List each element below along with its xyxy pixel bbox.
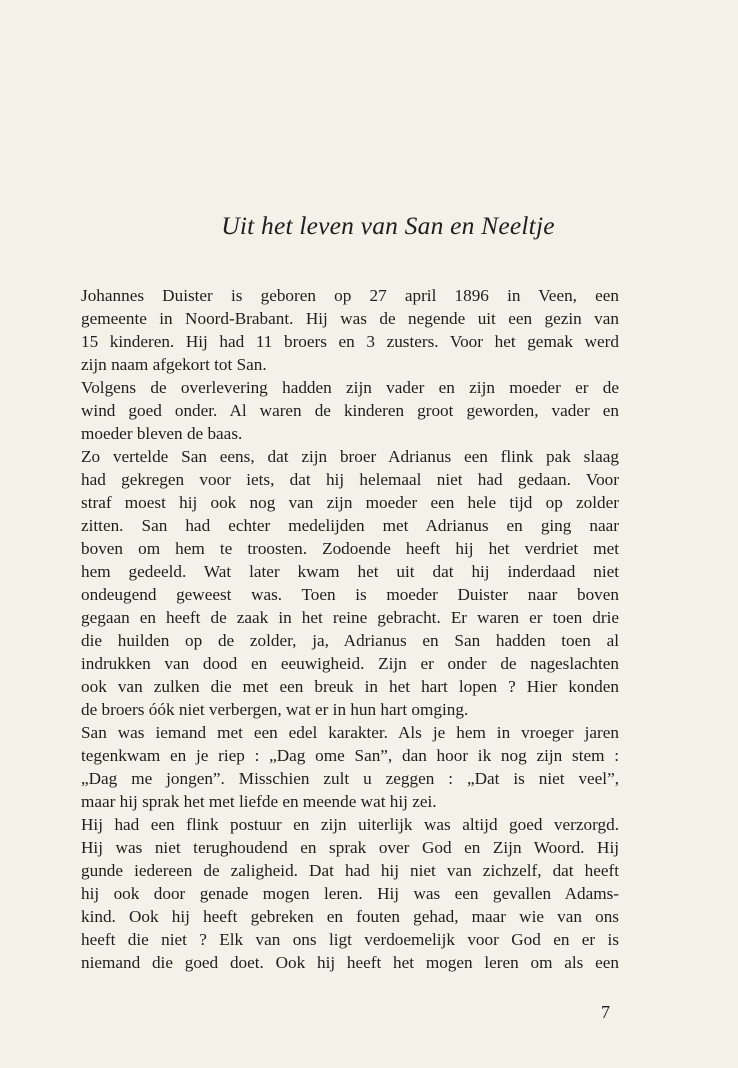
text-line: gemeente in Noord-Brabant. Hij was de negende uit een gezin van bbox=[81, 309, 619, 328]
text-line: de broers óók niet verbergen, wat er in hun hart omging. bbox=[81, 700, 469, 719]
text-line: Johannes Duister is geboren op 27 april 1896 in Veen, een bbox=[81, 286, 619, 305]
text-line: straf moest hij ook nog van zijn moeder een hele tijd op zolder bbox=[81, 493, 619, 512]
text-line: ook van zulken die met een breuk in het hart lopen ? Hier konden bbox=[81, 677, 619, 696]
text-line: gegaan en heeft de zaak in het reine gebracht. Er waren er toen drie bbox=[81, 608, 619, 627]
text-line: „Dag me jongen”. Misschien zult u zeggen : „Dat is niet veel”, bbox=[81, 769, 619, 788]
text-line: maar hij sprak het met liefde en meende wat hij zei. bbox=[81, 792, 437, 811]
chapter-title: Uit het leven van San en Neeltje bbox=[221, 211, 555, 240]
text-line: Hij was niet terughoudend en sprak over God en Zijn Woord. Hij bbox=[81, 838, 619, 857]
text-line: die huilden op de zolder, ja, Adrianus en San hadden toen al bbox=[81, 631, 619, 650]
text-line: Volgens de overlevering hadden zijn vader en zijn moeder er de bbox=[81, 378, 619, 397]
text-line: had gekregen voor iets, dat hij helemaal niet had gedaan. Voor bbox=[81, 470, 619, 489]
text-line: wind goed onder. Al waren de kinderen groot geworden, vader en bbox=[81, 401, 619, 420]
text-line: moeder bleven de baas. bbox=[81, 424, 243, 443]
text-line: zitten. San had echter medelijden met Adrianus en ging naar bbox=[81, 516, 619, 535]
text-line: San was iemand met een edel karakter. Als je hem in vroeger jaren bbox=[81, 723, 619, 742]
text-line: hij ook door genade mogen leren. Hij was een gevallen Adams- bbox=[81, 884, 619, 903]
text-line: hem gedeeld. Wat later kwam het uit dat hij inderdaad niet bbox=[81, 562, 619, 581]
page-number: 7 bbox=[601, 1002, 610, 1022]
text-line: niemand die goed doet. Ook hij heeft het mogen leren om als een bbox=[81, 953, 619, 972]
text-line: heeft die niet ? Elk van ons ligt verdoemelijk voor God en er is bbox=[81, 930, 619, 949]
text-line: Zo vertelde San eens, dat zijn broer Adrianus een flink pak slaag bbox=[81, 447, 619, 466]
text-line: kind. Ook hij heeft gebreken en fouten gehad, maar wie van ons bbox=[81, 907, 619, 926]
text-line: gunde iedereen de zaligheid. Dat had hij niet van zichzelf, dat heeft bbox=[81, 861, 619, 880]
text-line: boven om hem te troosten. Zodoende heeft hij het verdriet met bbox=[81, 539, 619, 558]
text-line: indrukken van dood en eeuwigheid. Zijn er onder de nageslachten bbox=[81, 654, 619, 673]
text-line: Hij had een flink postuur en zijn uiterlijk was altijd goed verzorgd. bbox=[81, 815, 619, 834]
text-line: ondeugend geweest was. Toen is moeder Duister naar boven bbox=[81, 585, 619, 604]
text-line: 15 kinderen. Hij had 11 broers en 3 zusters. Voor het gemak werd bbox=[81, 332, 619, 351]
body-text bbox=[81, 284, 619, 974]
text-line: zijn naam afgekort tot San. bbox=[81, 355, 267, 374]
text-line: tegenkwam en je riep : „Dag ome San”, dan hoor ik nog zijn stem : bbox=[81, 746, 619, 765]
